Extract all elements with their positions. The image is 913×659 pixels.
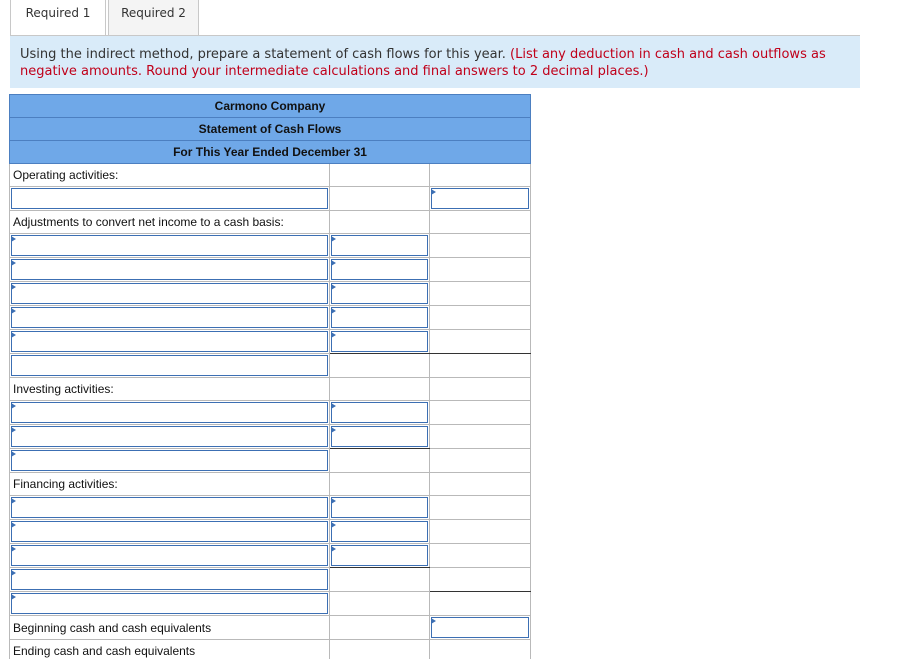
- ending-cash-amount-cell: [430, 640, 531, 659]
- financing-label-input[interactable]: [12, 498, 327, 517]
- instructions-note: (List any deduction in cash and cash outflows as negative amounts. Round your intermediate calculations and final answers to 2 decimal places.): [20, 47, 826, 79]
- dropdown-arrow-icon[interactable]: [431, 618, 436, 624]
- net-financing-total-row: [10, 568, 531, 592]
- dropdown-arrow-icon[interactable]: [11, 403, 16, 409]
- statement-title: Statement of Cash Flows: [10, 118, 531, 141]
- net-income-row: [10, 187, 531, 211]
- adjustment-label-input[interactable]: [12, 308, 327, 327]
- net-operating-total-row: [10, 354, 531, 378]
- net-income-label-cell: [10, 187, 329, 210]
- dropdown-arrow-icon[interactable]: [11, 427, 16, 433]
- header-row-company: [10, 95, 531, 118]
- financing-row: [10, 544, 531, 568]
- beginning-cash-row: [10, 616, 531, 640]
- financing-label-input[interactable]: [12, 522, 327, 541]
- net-change-label-input[interactable]: [12, 594, 327, 613]
- financing-row: [10, 496, 531, 520]
- header-row-period: [10, 141, 531, 164]
- investing-heading-row: [10, 378, 531, 401]
- financing-heading-row: [10, 473, 531, 496]
- net-income-label-input[interactable]: [12, 189, 327, 208]
- financing-amount-input[interactable]: [332, 522, 427, 541]
- adjustment-amount-input[interactable]: [332, 260, 427, 279]
- cash-flow-statement-table: [9, 94, 531, 659]
- tab-required-2[interactable]: Required 2: [108, 0, 199, 35]
- adjustment-row: [10, 330, 531, 354]
- financing-amount-input[interactable]: [332, 498, 427, 517]
- adjustment-label-input[interactable]: [12, 332, 327, 351]
- investing-row: [10, 425, 531, 449]
- adjustment-row: [10, 234, 531, 258]
- dropdown-arrow-icon[interactable]: [11, 546, 16, 552]
- beginning-cash-amount-input[interactable]: [432, 618, 528, 637]
- dropdown-arrow-icon[interactable]: [11, 308, 16, 314]
- adjustment-amount-input[interactable]: [332, 308, 427, 327]
- operating-total-label-input[interactable]: [12, 356, 327, 375]
- adjustment-row: [10, 282, 531, 306]
- operating-heading-row: [10, 164, 531, 187]
- instructions-panel: [10, 36, 860, 88]
- adjustment-label-input[interactable]: [12, 236, 327, 255]
- dropdown-arrow-icon[interactable]: [11, 594, 16, 600]
- dropdown-arrow-icon[interactable]: [11, 451, 16, 457]
- net-investing-total-row: [10, 449, 531, 473]
- adjustment-row: [10, 306, 531, 330]
- ending-cash-label: Ending cash and cash equivalents: [10, 640, 330, 659]
- operating-activities-label: Operating activities:: [10, 164, 330, 187]
- company-name: Carmono Company: [10, 95, 531, 118]
- dropdown-arrow-icon[interactable]: [331, 546, 336, 552]
- adjustment-row: [10, 258, 531, 282]
- investing-amount-input[interactable]: [332, 403, 427, 422]
- adjustments-label: Adjustments to convert net income to a cash basis:: [10, 211, 330, 234]
- dropdown-arrow-icon[interactable]: [331, 260, 336, 266]
- financing-activities-label: Financing activities:: [10, 473, 330, 496]
- adjustments-heading-row: [10, 211, 531, 234]
- dropdown-arrow-icon[interactable]: [331, 498, 336, 504]
- beginning-cash-label: Beginning cash and cash equivalents: [10, 616, 330, 640]
- tab-required-1[interactable]: Required 1: [10, 0, 105, 36]
- financing-label-input[interactable]: [12, 546, 327, 565]
- financing-total-label-input[interactable]: [12, 570, 327, 589]
- investing-total-label-input[interactable]: [12, 451, 327, 470]
- dropdown-arrow-icon[interactable]: [331, 427, 336, 433]
- dropdown-arrow-icon[interactable]: [331, 236, 336, 242]
- investing-activities-label: Investing activities:: [10, 378, 330, 401]
- adjustment-amount-input[interactable]: [332, 236, 427, 255]
- dropdown-arrow-icon[interactable]: [11, 570, 16, 576]
- adjustment-label-input[interactable]: [12, 284, 327, 303]
- dropdown-arrow-icon[interactable]: [331, 522, 336, 528]
- dropdown-arrow-icon[interactable]: [331, 308, 336, 314]
- tab-bar: [10, 0, 860, 36]
- investing-label-input[interactable]: [12, 427, 327, 446]
- instructions-text: Using the indirect method, prepare a statement of cash flows for this year.: [20, 47, 506, 62]
- dropdown-arrow-icon[interactable]: [11, 498, 16, 504]
- dropdown-arrow-icon[interactable]: [11, 260, 16, 266]
- dropdown-arrow-icon[interactable]: [11, 236, 16, 242]
- financing-amount-input[interactable]: [332, 546, 427, 565]
- header-row-title: [10, 118, 531, 141]
- dropdown-arrow-icon[interactable]: [331, 332, 336, 338]
- ending-cash-row: [10, 640, 531, 659]
- dropdown-arrow-icon[interactable]: [431, 189, 436, 195]
- adjustment-amount-input[interactable]: [332, 332, 427, 351]
- dropdown-arrow-icon[interactable]: [11, 284, 16, 290]
- net-change-row: [10, 592, 531, 616]
- net-income-amount-input[interactable]: [432, 189, 528, 208]
- financing-row: [10, 520, 531, 544]
- dropdown-arrow-icon[interactable]: [11, 522, 16, 528]
- investing-row: [10, 401, 531, 425]
- statement-period: For This Year Ended December 31: [10, 141, 531, 164]
- dropdown-arrow-icon[interactable]: [11, 332, 16, 338]
- investing-label-input[interactable]: [12, 403, 327, 422]
- adjustment-amount-input[interactable]: [332, 284, 427, 303]
- adjustment-label-input[interactable]: [12, 260, 327, 279]
- dropdown-arrow-icon[interactable]: [331, 284, 336, 290]
- dropdown-arrow-icon[interactable]: [331, 403, 336, 409]
- investing-amount-input[interactable]: [332, 427, 427, 446]
